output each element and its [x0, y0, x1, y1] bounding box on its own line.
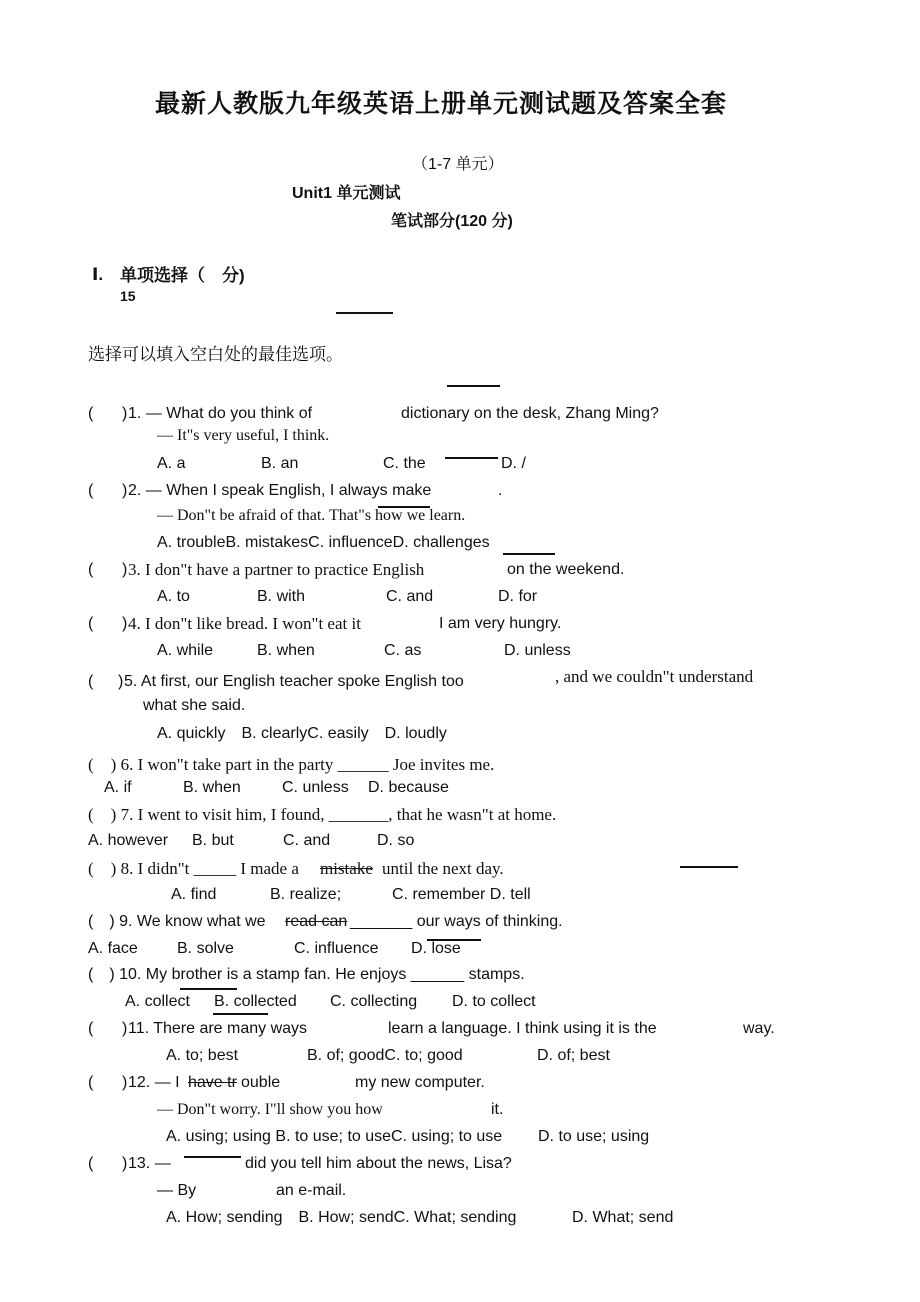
answer-paren-close: ): [122, 482, 128, 499]
answer-paren-open: (: [88, 1074, 94, 1091]
answer-paren-open: (: [88, 482, 94, 499]
option-d: D. for: [498, 588, 538, 605]
option-d: D. of; best: [537, 1047, 610, 1064]
option-a: A. however: [88, 832, 169, 849]
dialog-reply: — Don"t worry. I"ll show you how: [157, 1101, 383, 1118]
question-stem-cont: what she said.: [143, 697, 246, 714]
blank-line: [184, 1156, 241, 1158]
divider-rule: [336, 312, 393, 314]
option-b: B. collected: [214, 993, 297, 1010]
blank-line: [445, 457, 498, 459]
question-stem-tail: , and we couldn"t understand: [555, 667, 754, 686]
option-d: D. lose: [411, 940, 461, 957]
answer-paren-open: (: [88, 1155, 94, 1172]
option-b: B. an: [261, 455, 299, 472]
option-a: A. to: [157, 588, 190, 605]
answer-paren-close: ): [122, 561, 128, 578]
dialog-reply: — By: [157, 1182, 197, 1199]
question-stem: 1. — What do you think of: [128, 405, 313, 422]
unit-range: （1-7 单元）: [412, 156, 504, 173]
written-part-heading: 笔试部分(120 分): [391, 213, 513, 230]
question-stem-tail: I am very hungry.: [439, 615, 562, 632]
struck-text: mistake: [320, 859, 373, 878]
answer-paren-close: ): [122, 615, 128, 632]
question-stem-tail: _______ our ways of thinking.: [350, 913, 563, 930]
blank-line: [180, 988, 237, 990]
option-b: B. realize;: [270, 886, 342, 903]
answer-paren-open: (: [88, 405, 94, 422]
question-stem-end: .: [498, 482, 503, 499]
answer-paren-close: ): [118, 673, 124, 690]
options-row: A. How; sending B. How; sendC. What; sending: [166, 1209, 517, 1226]
option-a: A. while: [157, 642, 214, 659]
section-numeral: Ⅰ.: [92, 265, 104, 284]
question-stem: 2. — When I speak English, I always make: [128, 482, 432, 499]
question-stem: 4. I don"t like bread. I won"t eat it: [128, 614, 361, 633]
question-stem: 12. — I: [128, 1074, 180, 1091]
question-stem-tail: until the next day.: [382, 859, 504, 878]
option-a: A. face: [88, 940, 138, 957]
question-stem: 13. —: [128, 1155, 171, 1172]
answer-paren-close: ): [122, 1155, 128, 1172]
question-stem-tail: way.: [743, 1020, 775, 1037]
option-c: C. the: [383, 455, 426, 472]
answer-paren-close: ): [122, 1074, 128, 1091]
answer-paren-open: (: [88, 1020, 94, 1037]
answer-paren-open: (: [88, 615, 94, 632]
option-d: D. to use; using: [538, 1128, 650, 1145]
option-a: A. if: [104, 779, 132, 796]
question-stem-cont: ouble: [241, 1074, 281, 1091]
divider-rule: [447, 385, 500, 387]
option-d: D. to collect: [452, 993, 536, 1010]
question-stem-tail: did you tell him about the news, Lisa?: [245, 1155, 512, 1172]
page-title: 最新人教版九年级英语上册单元测试题及答案全套: [155, 90, 728, 118]
option-d: D. because: [368, 779, 449, 796]
option-b: B. when: [257, 642, 315, 659]
option-d: D. so: [377, 832, 415, 849]
blank-line: [503, 553, 555, 555]
option-b: B. with: [257, 588, 306, 605]
option-a: A. find: [171, 886, 217, 903]
question-stem-mid: learn a language. I think using it is the: [388, 1020, 657, 1037]
answer-paren-open: (: [88, 561, 94, 578]
question-stem: 3. I don"t have a partner to practice English: [128, 560, 425, 579]
question-stem-tail: on the weekend.: [507, 561, 625, 578]
option-b: B. when: [183, 779, 241, 796]
option-d: D. unless: [504, 642, 571, 659]
question-stem: ( ) 8. I didn"t _____ I made a: [88, 859, 299, 878]
option-c: C. collecting: [330, 993, 418, 1010]
option-c: C. influence: [294, 940, 379, 957]
question-stem: ( ) 6. I won"t take part in the party ______ Joe invites me.: [88, 755, 495, 774]
unit-heading: Unit1 单元测试: [292, 185, 401, 202]
blank-line: [213, 1013, 268, 1015]
question-stem: ( ) 7. I went to visit him, I found, _______, that he wasn"t at home.: [88, 805, 557, 824]
dialog-reply: — It"s very useful, I think.: [157, 427, 330, 444]
option-c: C. as: [384, 642, 422, 659]
dialog-reply: — Don"t be afraid of that. That"s how we learn.: [157, 507, 466, 524]
option-c: C. and: [283, 832, 331, 849]
question-stem: ( ) 10. My brother is a stamp fan. He enjoys ______ stamps.: [88, 966, 525, 983]
question-stem: 11. There are many ways: [128, 1020, 308, 1037]
section-points: 15: [120, 288, 136, 304]
question-stem: ( ) 9. We know what we: [88, 913, 266, 930]
option-c: C. unless: [282, 779, 349, 796]
option-d: D. /: [501, 455, 526, 472]
blank-line: [680, 866, 738, 868]
option-c: C. and: [386, 588, 434, 605]
option-b: B. but: [192, 832, 234, 849]
option-d: D. What; send: [572, 1209, 674, 1226]
answer-paren-close: ): [122, 405, 128, 422]
option-b: B. solve: [177, 940, 234, 957]
option-c-d: C. remember D. tell: [392, 886, 531, 903]
option-a: A. collect: [125, 993, 190, 1010]
question-stem: 5. At first, our English teacher spoke English too: [124, 673, 464, 690]
struck-text: read can: [285, 913, 348, 930]
dialog-reply-tail: it.: [491, 1101, 504, 1118]
section-instruction: 选择可以填入空白处的最佳选项。: [88, 345, 343, 364]
option-b-c: B. of; goodC. to; good: [307, 1047, 463, 1064]
question-stem-tail: dictionary on the desk, Zhang Ming?: [401, 405, 659, 422]
answer-paren-open: (: [88, 673, 94, 690]
answer-paren-close: ): [122, 1020, 128, 1037]
dialog-reply-tail: an e-mail.: [276, 1182, 347, 1199]
option-a: A. to; best: [166, 1047, 239, 1064]
options-row: A. using; using B. to use; to useC. using; to use: [166, 1128, 503, 1145]
struck-text: have tr: [188, 1074, 237, 1091]
section-heading: 单项选择（ 分): [120, 266, 245, 285]
options-row: A. troubleB. mistakesC. influenceD. challenges: [157, 534, 490, 551]
options-row: A. quickly B. clearlyC. easily D. loudly: [157, 725, 447, 742]
question-stem-tail: my new computer.: [355, 1074, 485, 1091]
option-a: A. a: [157, 455, 186, 472]
